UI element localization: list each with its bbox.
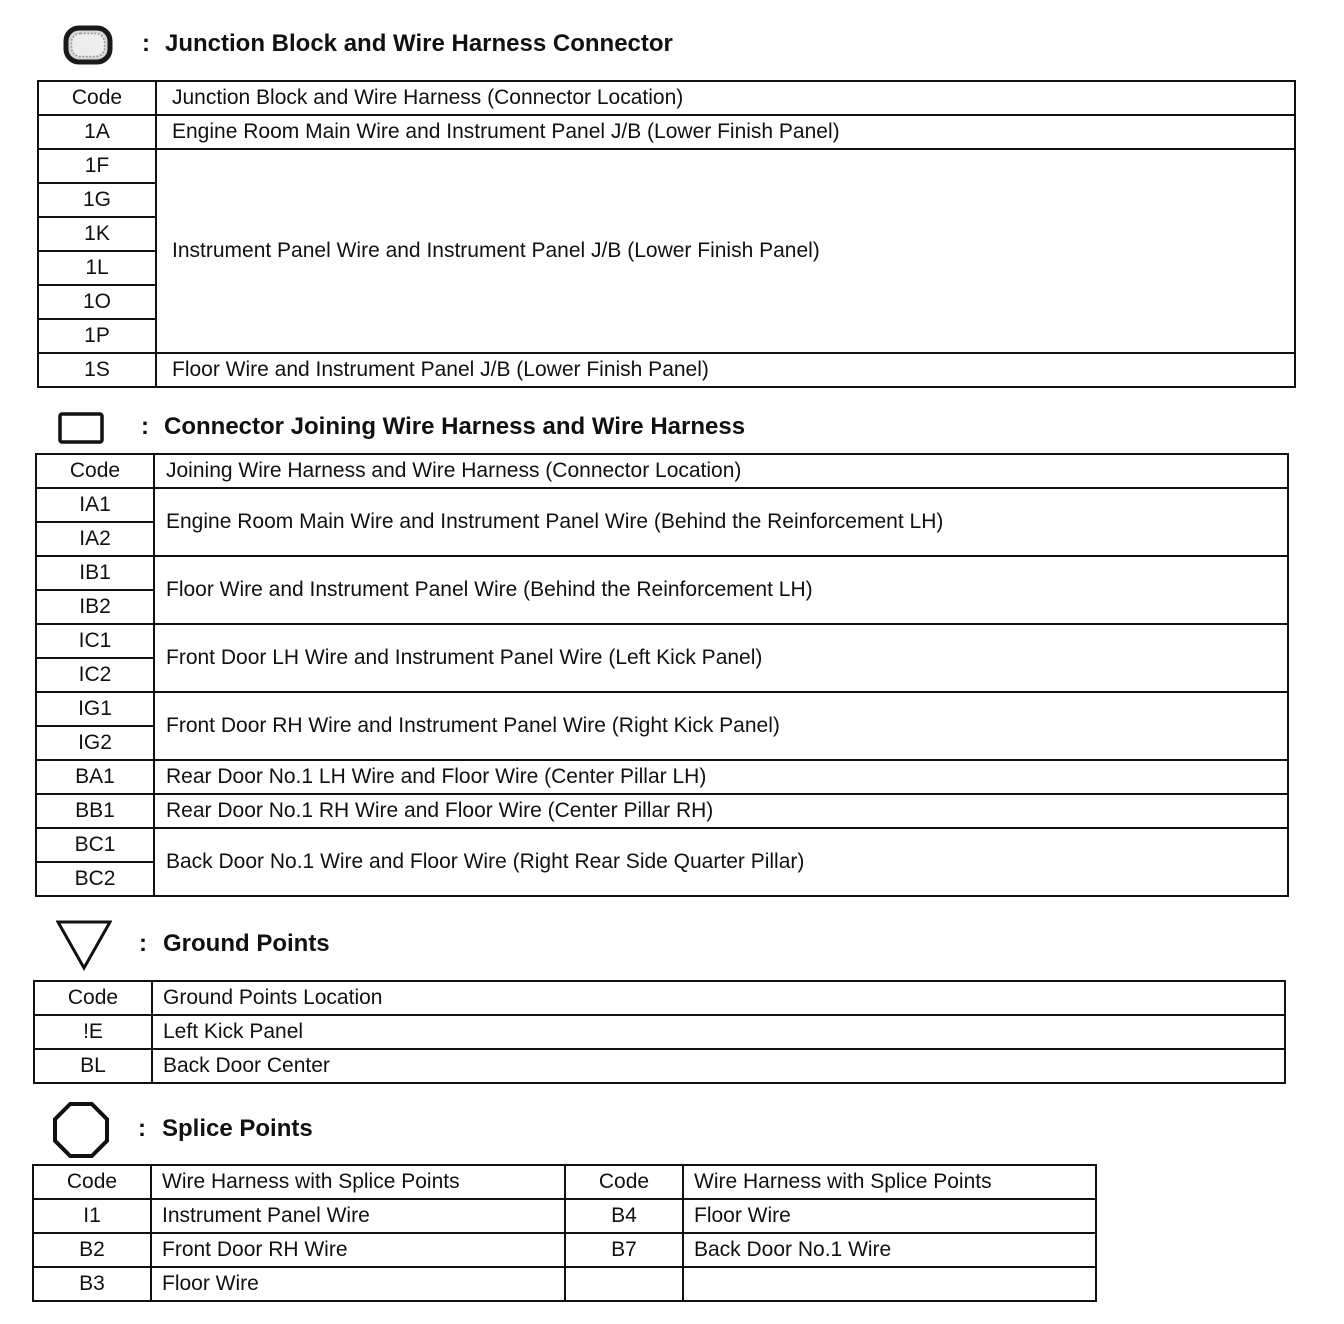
connector-code: 1G bbox=[38, 183, 156, 217]
connector-code: IA2 bbox=[36, 522, 154, 556]
junction-block-icon-fill bbox=[72, 34, 105, 57]
table-header-row bbox=[34, 981, 1285, 1015]
table-header-row bbox=[36, 454, 1288, 488]
section-title-connector-joining: Connector Joining Wire Harness and Wire Harness bbox=[164, 413, 746, 440]
table-row bbox=[36, 794, 1288, 828]
code-header: Code bbox=[38, 81, 156, 115]
connector-code: BA1 bbox=[36, 760, 154, 794]
ground-point-location: Back Door Center bbox=[152, 1049, 1285, 1083]
connector-joining-table bbox=[35, 453, 1289, 897]
connector-code: IG2 bbox=[36, 726, 154, 760]
table-header-row bbox=[33, 1165, 1096, 1199]
connector-location: Floor Wire and Instrument Panel Wire (Behind the Reinforcement LH) bbox=[154, 556, 1288, 624]
connector-icon-outline bbox=[60, 414, 102, 442]
location-header: Joining Wire Harness and Wire Harness (Connector Location) bbox=[154, 454, 1288, 488]
connector-code: IA1 bbox=[36, 488, 154, 522]
section-separator: : bbox=[139, 930, 147, 957]
connector-location: Instrument Panel Wire and Instrument Panel J/B (Lower Finish Panel) bbox=[156, 149, 1295, 353]
section-title-ground-points: Ground Points bbox=[163, 930, 330, 957]
connector-location: Engine Room Main Wire and Instrument Panel Wire (Behind the Reinforcement LH) bbox=[154, 488, 1288, 556]
connector-code: 1S bbox=[38, 353, 156, 387]
ground-point-code: BL bbox=[34, 1049, 152, 1083]
empty-cell bbox=[683, 1267, 1096, 1301]
ground-point-icon-outline bbox=[58, 922, 110, 968]
splice-point-code: B4 bbox=[565, 1199, 683, 1233]
table-row bbox=[38, 149, 1295, 183]
junction-block-table bbox=[37, 80, 1296, 388]
connector-location: Rear Door No.1 RH Wire and Floor Wire (Center Pillar RH) bbox=[154, 794, 1288, 828]
connector-code: 1A bbox=[38, 115, 156, 149]
connector-code: IC1 bbox=[36, 624, 154, 658]
section-title-junction-block: Junction Block and Wire Harness Connector bbox=[165, 30, 673, 57]
splice-point-code: I1 bbox=[33, 1199, 151, 1233]
connector-code: IC2 bbox=[36, 658, 154, 692]
section-title-splice-points: Splice Points bbox=[162, 1115, 313, 1142]
ground-points-table bbox=[33, 980, 1286, 1084]
connector-location: Rear Door No.1 LH Wire and Floor Wire (Center Pillar LH) bbox=[154, 760, 1288, 794]
table-header-row bbox=[38, 81, 1295, 115]
code-header: Code bbox=[34, 981, 152, 1015]
table-row bbox=[36, 760, 1288, 794]
splice-wire-harness: Back Door No.1 Wire bbox=[683, 1233, 1096, 1267]
splice-wire-harness: Instrument Panel Wire bbox=[151, 1199, 565, 1233]
wire-harness-header: Wire Harness with Splice Points bbox=[683, 1165, 1096, 1199]
connector-code: 1F bbox=[38, 149, 156, 183]
table-row bbox=[36, 488, 1288, 522]
connector-code: 1P bbox=[38, 319, 156, 353]
connector-code: 1K bbox=[38, 217, 156, 251]
table-row bbox=[34, 1049, 1285, 1083]
connector-code: BC1 bbox=[36, 828, 154, 862]
splice-wire-harness: Front Door RH Wire bbox=[151, 1233, 565, 1267]
connector-code: 1L bbox=[38, 251, 156, 285]
ground-point-icon bbox=[56, 920, 112, 972]
connector-code: IB2 bbox=[36, 590, 154, 624]
splice-point-icon-outline bbox=[55, 1104, 107, 1156]
junction-block-icon bbox=[62, 24, 114, 66]
table-row bbox=[33, 1233, 1096, 1267]
table-row bbox=[33, 1267, 1096, 1301]
connector-location: Floor Wire and Instrument Panel J/B (Lower Finish Panel) bbox=[156, 353, 1295, 387]
code-header: Code bbox=[565, 1165, 683, 1199]
section-separator: : bbox=[138, 1115, 146, 1142]
ground-point-code: !E bbox=[34, 1015, 152, 1049]
table-row bbox=[38, 353, 1295, 387]
table-row bbox=[36, 556, 1288, 590]
table-row bbox=[33, 1199, 1096, 1233]
connector-location: Engine Room Main Wire and Instrument Panel J/B (Lower Finish Panel) bbox=[156, 115, 1295, 149]
empty-cell bbox=[565, 1267, 683, 1301]
code-header: Code bbox=[33, 1165, 151, 1199]
connector-code: 1O bbox=[38, 285, 156, 319]
location-header: Ground Points Location bbox=[152, 981, 1285, 1015]
location-header: Junction Block and Wire Harness (Connector Location) bbox=[156, 81, 1295, 115]
splice-point-code: B3 bbox=[33, 1267, 151, 1301]
table-row bbox=[36, 828, 1288, 862]
table-row bbox=[36, 624, 1288, 658]
splice-point-code: B7 bbox=[565, 1233, 683, 1267]
connector-location: Back Door No.1 Wire and Floor Wire (Right Rear Side Quarter Pillar) bbox=[154, 828, 1288, 896]
section-separator: : bbox=[141, 413, 149, 440]
code-header: Code bbox=[36, 454, 154, 488]
ground-point-location: Left Kick Panel bbox=[152, 1015, 1285, 1049]
connector-location: Front Door LH Wire and Instrument Panel Wire (Left Kick Panel) bbox=[154, 624, 1288, 692]
connector-icon bbox=[58, 412, 104, 444]
splice-point-code: B2 bbox=[33, 1233, 151, 1267]
splice-wire-harness: Floor Wire bbox=[683, 1199, 1096, 1233]
connector-code: IB1 bbox=[36, 556, 154, 590]
splice-point-icon bbox=[53, 1102, 109, 1158]
table-row bbox=[36, 692, 1288, 726]
connector-code: IG1 bbox=[36, 692, 154, 726]
splice-points-table bbox=[32, 1164, 1097, 1302]
wire-harness-header: Wire Harness with Splice Points bbox=[151, 1165, 565, 1199]
table-row bbox=[34, 1015, 1285, 1049]
connector-code: BC2 bbox=[36, 862, 154, 896]
connector-code: BB1 bbox=[36, 794, 154, 828]
connector-location: Front Door RH Wire and Instrument Panel Wire (Right Kick Panel) bbox=[154, 692, 1288, 760]
section-separator: : bbox=[142, 30, 150, 57]
table-row bbox=[38, 115, 1295, 149]
splice-wire-harness: Floor Wire bbox=[151, 1267, 565, 1301]
